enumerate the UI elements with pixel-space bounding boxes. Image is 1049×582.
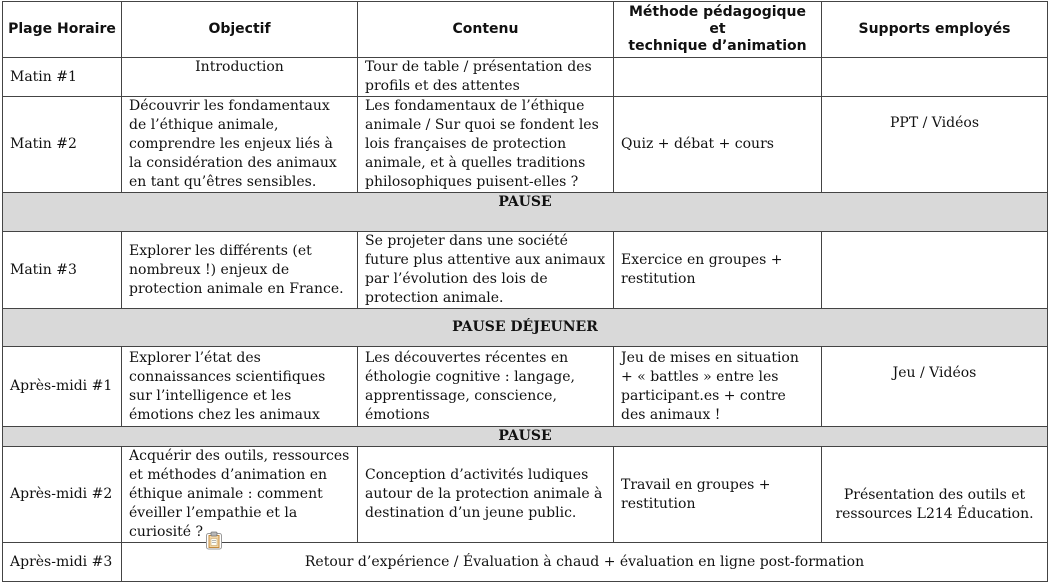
cell-slot: Matin #2 — [3, 97, 122, 193]
cell-method — [614, 58, 822, 97]
cell-method: Travail en groupes + restitution — [614, 447, 822, 543]
schedule-table — [2, 1, 1048, 582]
table-row — [3, 232, 1048, 309]
cell-objective: Découvrir les fondamentaux de l’éthique animale, comprendre les enjeux liés à la considération des animaux en tant qu’êtres sensibles. — [122, 97, 358, 193]
cell-supports: PPT / Vidéos — [822, 97, 1048, 193]
cell-slot: Matin #3 — [3, 232, 122, 309]
header-row — [3, 2, 1048, 58]
cell-content: Se projeter dans une société future plus attentive aux animaux par l’évolution des lois de protection animale. — [358, 232, 614, 309]
cell-content: Conception d’activités ludiques autour de la protection animale à destination d’un jeune public. — [358, 447, 614, 543]
pause-dejeuner-label: PAUSE DÉJEUNER — [3, 309, 1048, 347]
cell-objective: Acquérir des outils, ressources et méthodes d’animation en éthique animale : comment éveiller l’empathie et la curiosité ? — [122, 447, 358, 543]
cell-slot: Après-midi #3 — [3, 543, 122, 582]
table-row — [3, 347, 1048, 427]
cell-supports — [822, 58, 1048, 97]
pause-dejeuner-row — [3, 309, 1048, 347]
table-row — [3, 58, 1048, 97]
pause-row — [3, 193, 1048, 232]
cell-supports — [822, 232, 1048, 309]
cell-objective: Explorer l’état des connaissances scientifiques sur l’intelligence et les émotions chez les animaux — [122, 347, 358, 427]
header-slot: Plage Horaire — [3, 2, 122, 58]
header-supports: Supports employés — [822, 2, 1048, 58]
cell-method: Exercice en groupes + restitution — [614, 232, 822, 309]
cell-slot: Après-midi #2 — [3, 447, 122, 543]
header-method — [614, 2, 822, 58]
pause-label: PAUSE — [3, 427, 1048, 447]
cell-objective: Explorer les différents (et nombreux !) enjeux de protection animale en France. — [122, 232, 358, 309]
table-row — [3, 447, 1048, 543]
cell-method: Quiz + débat + cours — [614, 97, 822, 193]
header-content: Contenu — [358, 2, 614, 58]
header-method-line1: Méthode pédagogique et — [628, 4, 807, 37]
header-method-line2: technique d’animation — [628, 38, 807, 54]
pause-label: PAUSE — [3, 193, 1048, 232]
cell-supports: Présentation des outils et ressources L214 Éducation. — [822, 447, 1048, 543]
cell-slot: Après-midi #1 — [3, 347, 122, 427]
cell-slot: Matin #1 — [3, 58, 122, 97]
cell-content: Les découvertes récentes en éthologie cognitive : langage, apprentissage, conscience, émotions — [358, 347, 614, 427]
cell-method: Jeu de mises en situation + « battles » entre les participant.es + contre des animaux ! — [614, 347, 822, 427]
cell-merged: Retour d’expérience / Évaluation à chaud + évaluation en ligne post-formation — [122, 543, 1048, 582]
cell-supports: Jeu / Vidéos — [822, 347, 1048, 427]
pause-row — [3, 427, 1048, 447]
table-row — [3, 97, 1048, 193]
table-row — [3, 543, 1048, 582]
clipboard-icon — [205, 531, 223, 550]
header-objective: Objectif — [122, 2, 358, 58]
cell-content: Tour de table / présentation des profils et des attentes — [358, 58, 614, 97]
cell-content: Les fondamentaux de l’éthique animale / Sur quoi se fondent les lois françaises de protection animale, et à quelles traditions philosophiques puisent-elles ? — [358, 97, 614, 193]
cell-objective: Introduction — [122, 58, 358, 97]
